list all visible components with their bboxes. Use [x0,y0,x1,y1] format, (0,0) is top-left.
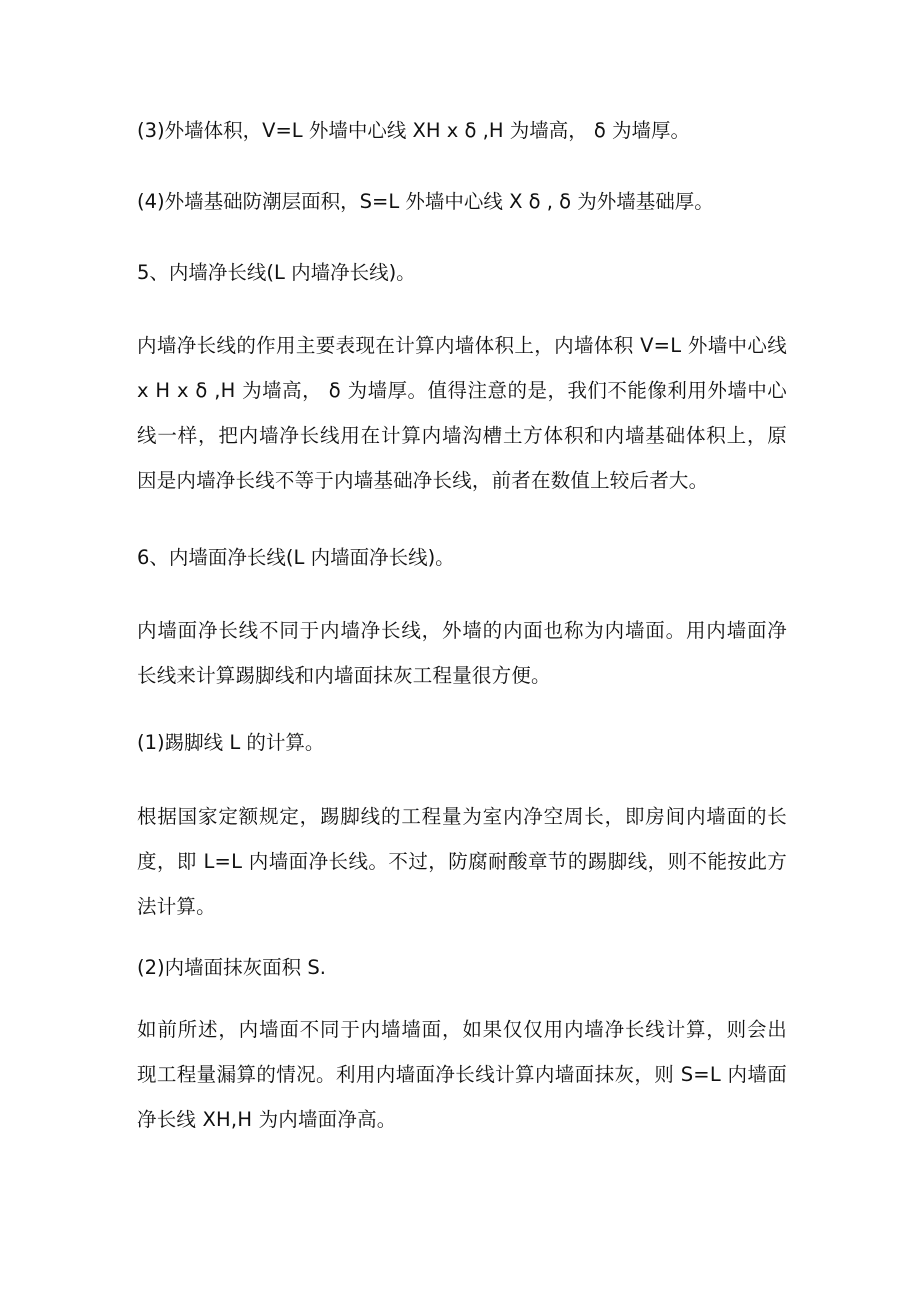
heading-inner-wall-net-length: 5、内墙净长线(L 内墙净长线)。 [137,261,416,284]
paragraph-skirting-calculation: 根据国家定额规定，踢脚线的工程量为室内净空周长，即房间内墙面的长度，即 L=L 内墙面净长线。不过，防腐耐酸章节的踢脚线，则不能按此方法计算。 [137,805,787,918]
heading-inner-wall-surface-net-length: 6、内墙面净长线(L 内墙面净长线)。 [137,546,455,569]
heading-skirting-calculation: (1)踢脚线 L 的计算。 [137,731,325,754]
paragraph-inner-wall-surface-net-length: 内墙面净长线不同于内墙净长线，外墙的内面也称为内墙面。用内墙面净长线来计算踢脚线和内墙面抹灰工程量很方便。 [137,619,787,687]
paragraph-outer-wall-volume: (3)外墙体积，V=L 外墙中心线 XH x δ ,H 为墙高， δ 为墙厚。 [137,119,691,142]
paragraph-inner-wall-net-length-usage: 内墙净长线的作用主要表现在计算内墙体积上，内墙体积 V=L 外墙中心线 x H x δ ,H 为墙高， δ 为墙厚。值得注意的是，我们不能像利用外墙中心线一样，把内墙净长线用在计算内墙沟槽土方体积和内墙基础体积上，原因是内墙净长线不等于内墙基础净长线，前者在数值上较后者大。 [137,334,787,492]
paragraph-plaster-area: 如前所述，内墙面不同于内墙墙面，如果仅仅用内墙净长线计算，则会出现工程量漏算的情况。利用内墙面净长线计算内墙面抹灰，则 S=L 内墙面净长线 XH,H 为内墙面净高。 [137,1018,787,1131]
heading-plaster-area: (2)内墙面抹灰面积 S. [137,956,326,979]
paragraph-outer-wall-damp-proof-area: (4)外墙基础防潮层面积，S=L 外墙中心线 X δ , δ 为外墙基础厚。 [137,190,714,213]
